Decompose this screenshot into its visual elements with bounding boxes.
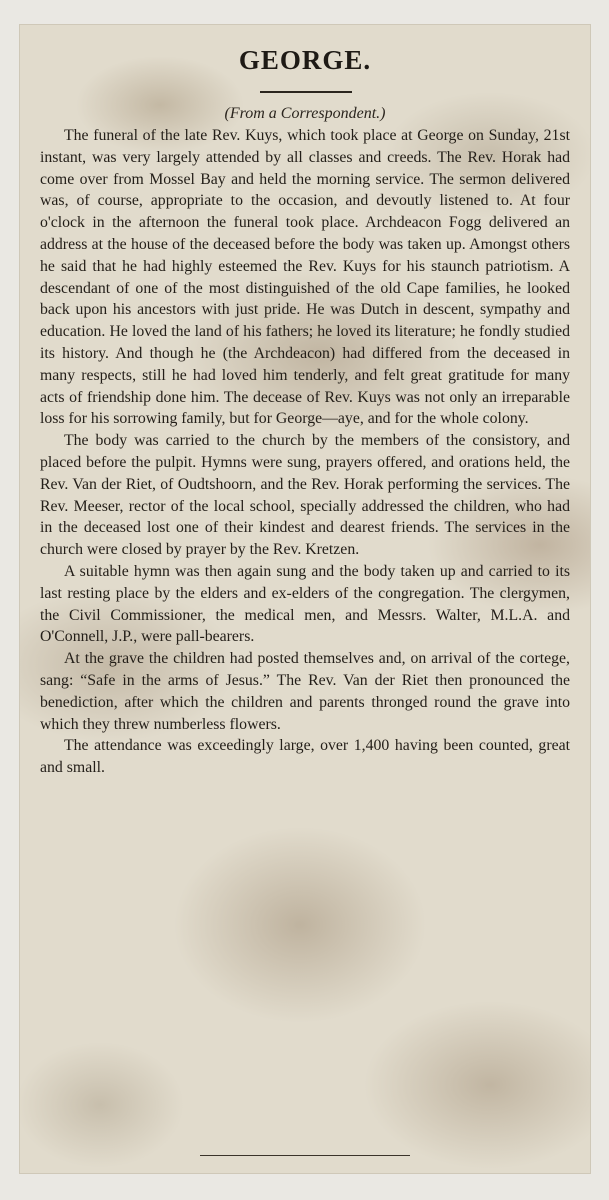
article-paragraph: The body was carried to the church by the members of the consistory, and placed before the pulpit. Hymns were sung, prayers offered, and orations held, the Rev. Van der Riet, of Oudtshoorn, and the Rev. Horak performing the services. The Rev. Meeser, rector of the local school, specially addressed the children, who had in the deceased lost one of their kindest and dearest friends. The services in the church were closed by prayer by the Rev. Kretzen. (40, 432, 570, 559)
title-rule (260, 91, 352, 93)
article-subtitle: (From a Correspondent.) (224, 105, 386, 122)
article-title: GEORGE. (238, 45, 372, 75)
newspaper-clipping (20, 25, 590, 1173)
article-paragraph: A suitable hymn was then again sung and the body taken up and carried to its last resting place by the elders and ex-elders of the congregation. The clergymen, the Civil Commissioner, the medical men, and Messrs. Walter, M.L.A. and O'Connell, J.P., were pall-bearers. (40, 562, 570, 646)
article-paragraph: The attendance was exceedingly large, over 1,400 having been counted, great and small. (40, 737, 570, 777)
article-body (40, 125, 570, 779)
end-rule (200, 1155, 410, 1156)
article-paragraph: At the grave the children had posted themselves and, on arrival of the cortege, sang: “Safe in the arms of Jesus.” The Rev. Van der Riet then pronounced the benediction, after which the children and parents thronged round the grave into which they threw numberless flowers. (40, 650, 570, 733)
article-paragraph: The funeral of the late Rev. Kuys, which took place at George on Sunday, 21st instant, was very largely attended by all classes and creeds. The Rev. Horak had come over from Mossel Bay and held the morning service. The sermon delivered was, of course, appropriate to the occasion, and devoutly listened to. At four o'clock in the afternoon the funeral took place. Archdeacon Fogg delivered an address at the house of the deceased before the body was taken up. Amongst others he said that he had highly esteemed the Rev. Kuys for his staunch patriotism. A descendant of one of the most distinguished of the old Cape families, he looked back upon his ancestors with just pride. He was Dutch in descent, sympathy and education. He loved the land of his fathers; he loved its literature; he fondly studied its history. And though he (the Archdeacon) had differed from the deceased in many respects, still he had loved him tenderly, and felt great gratitude for many acts of friendship done him. The decease of Rev. Kuys was not only an irreparable loss for his sorrowing family, but for George—aye, and for the whole colony. (40, 127, 570, 428)
